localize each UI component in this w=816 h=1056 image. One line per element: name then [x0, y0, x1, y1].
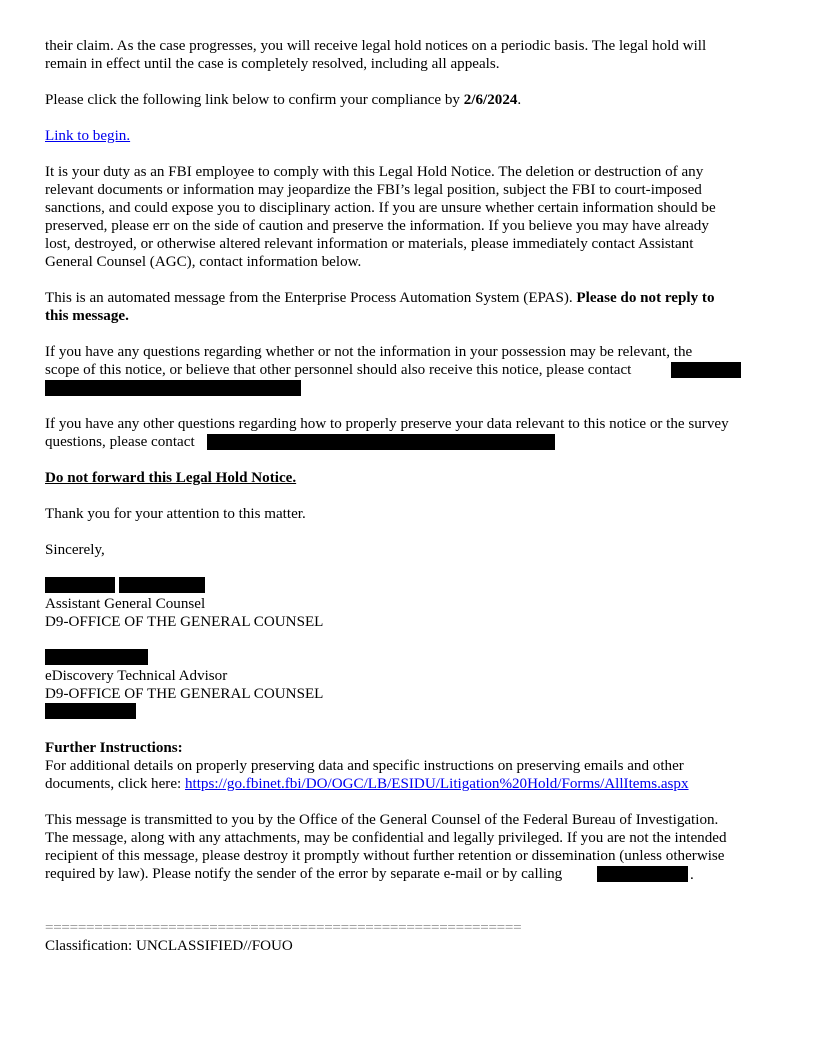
footer-line4-end: .	[690, 867, 694, 883]
classification-block	[45, 919, 785, 955]
no-forward-paragraph	[45, 469, 785, 487]
signature-agc: Assistant General Counsel D9-OFFICE OF THE GENERAL COUNSEL	[45, 596, 324, 630]
redaction-signer-first-name	[45, 577, 115, 593]
duty-paragraph: It is your duty as an FBI employee to comply with this Legal Hold Notice. The deletion or destruction of any relevant documents or information may jeopardize the FBI’s legal position, subject the FBI to court-imposed sanctions, and could expose you to disciplinary action. If you are unsure whether certain information should be preserved, please err on the side of caution and preserve the information. If you believe you may have already lost, destroyed, or otherwise altered relevant information or materials, please immediately contact Assistant General Counsel (AGC), contact information below.	[45, 164, 716, 270]
begin-link[interactable]: Link to begin.	[45, 128, 131, 144]
litigation-hold-forms-link[interactable]: https://go.fbinet.fbi/DO/OGC/LB/ESIDU/Litigation%20Hold/Forms/AllItems.aspx	[185, 776, 689, 792]
link-paragraph	[45, 127, 785, 145]
redaction-phone	[597, 866, 688, 882]
confirm-paragraph: Please click the following link below to confirm your compliance by 2/6/2024.	[45, 92, 522, 108]
redaction-signer-last-name	[119, 577, 205, 593]
further-heading: Further Instructions:	[45, 740, 183, 756]
questions-paragraph: If you have any questions regarding whether or not the information in your possession may be relevant, the scope of this notice, or believe that other personnel should also receive this notice, please contact	[45, 344, 693, 378]
no-forward-notice: Do not forward this Legal Hold Notice.	[45, 470, 297, 486]
preserve-questions-paragraph: If you have any other questions regarding how to properly preserve your data relevant to this notice or the survey questions, please contact	[45, 416, 729, 450]
redaction-contact-3	[207, 434, 555, 450]
redaction-advisor-contact	[45, 703, 136, 719]
separator-line: ==========================================================	[45, 920, 522, 936]
classification-label: Classification: UNCLASSIFIED//FOUO	[45, 938, 293, 954]
further-instructions: Further Instructions: For additional details on properly preserving data and specific instructions on preserving emails and other documents, click here: https://go.fbinet.fbi/DO/OGC/LB/ESIDU/Litigation%20Hold/Forms/AllItems.aspx	[45, 739, 785, 793]
automated-message-paragraph: This is an automated message from the Enterprise Process Automation System (EPAS). Please do not reply to this message.	[45, 290, 715, 324]
confidentiality-paragraph: This message is transmitted to you by the Office of the General Counsel of the Federal Bureau of Investigation. The message, along with any attachments, may be confidential and legally privileged. If you are not the intended recipient of this message, please destroy it promptly without further retention or dissemination (unless otherwise required by law). Please notify the sender of the error by separate e-mail or by calling	[45, 812, 727, 882]
signature-ediscovery: eDiscovery Technical Advisor D9-OFFICE OF THE GENERAL COUNSEL	[45, 668, 324, 702]
due-date: 2/6/2024	[463, 92, 518, 108]
case-paragraph: their claim. As the case progresses, you will receive legal hold notices on a periodic basis. The legal hold will remain in effect until the case is completely resolved, including all appeals.	[45, 38, 707, 72]
redaction-contact-2	[45, 380, 301, 396]
redaction-advisor-name	[45, 649, 148, 665]
redaction-contact-1	[671, 362, 741, 378]
thanks-paragraph: Thank you for your attention to this matter.	[45, 506, 306, 522]
closing: Sincerely,	[45, 542, 105, 558]
